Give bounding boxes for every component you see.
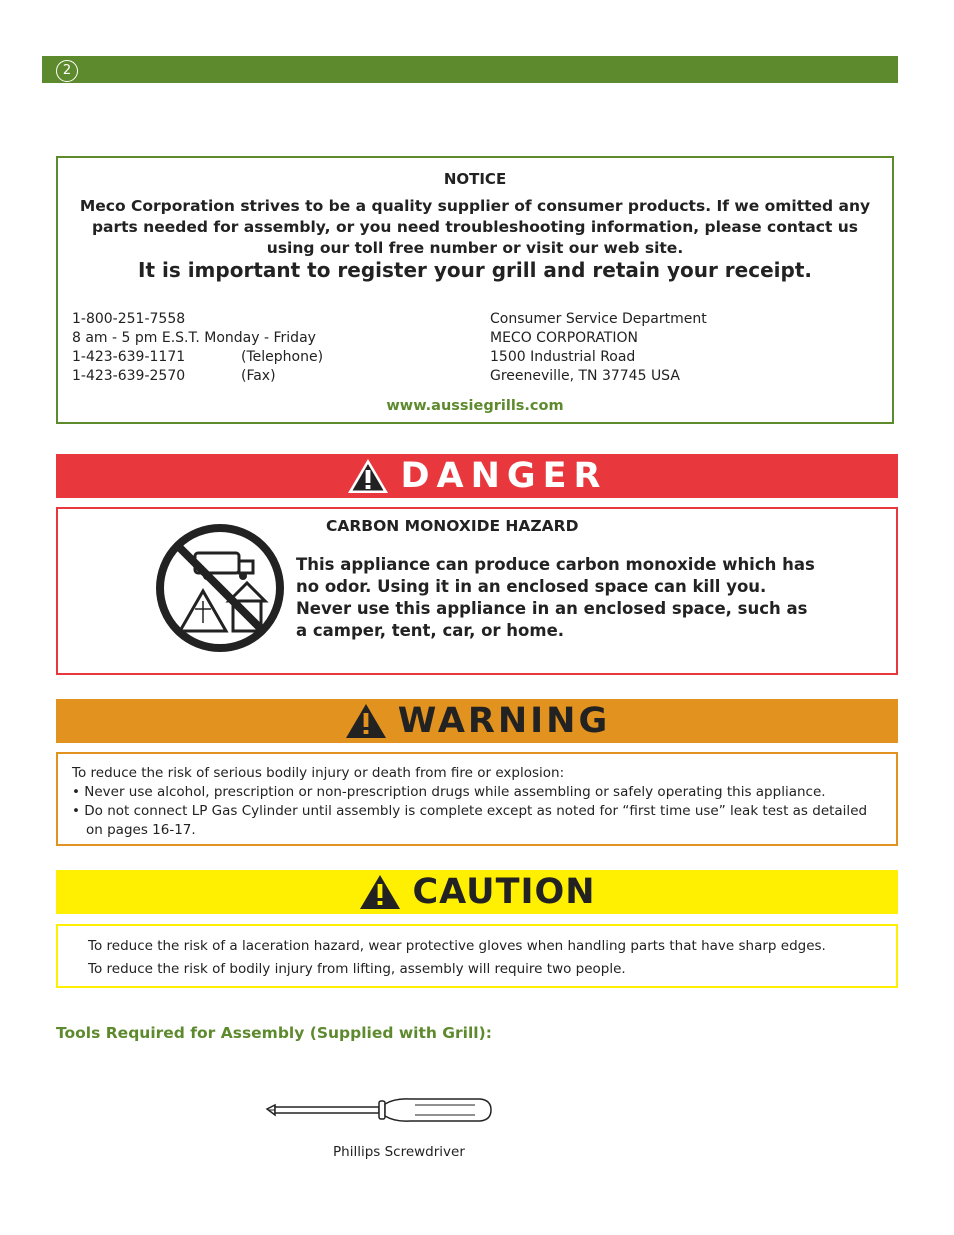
caution-line: To reduce the risk of bodily injury from lifting, assembly will require two people. xyxy=(88,961,626,977)
notice-title: NOTICE xyxy=(443,170,507,188)
warning-triangle-icon xyxy=(358,873,402,911)
contact-phone-block xyxy=(72,310,323,386)
warning-banner xyxy=(56,699,898,743)
caution-label: CAUTION xyxy=(412,872,596,912)
caution-box xyxy=(56,924,898,988)
warning-bullet: • Never use alcohol, prescription or non-prescription drugs while assembling or safely operating this appliance. xyxy=(72,784,826,800)
notice-body: Meco Corporation strives to be a quality supplier of consumer products. If we omitted any parts needed for assembly, or you need troubleshooting information, please contact us using our toll free number or visit our web site. xyxy=(79,197,871,257)
warning-box xyxy=(56,752,898,846)
fax-label: (Fax) xyxy=(241,368,276,384)
telephone-number: 1-423-639-1171 xyxy=(72,349,186,365)
business-hours: 8 am - 5 pm E.S.T. Monday - Friday xyxy=(72,330,316,346)
warning-triangle-icon xyxy=(346,457,390,495)
danger-banner xyxy=(56,454,898,498)
no-enclosed-space-icon xyxy=(155,523,285,653)
warning-triangle-icon xyxy=(344,702,388,740)
register-notice: It is important to register your grill and retain your receipt. xyxy=(138,258,812,282)
caution-banner xyxy=(56,870,898,914)
caution-text xyxy=(88,935,878,981)
header-bar xyxy=(42,56,898,83)
fax-number: 1-423-639-2570 xyxy=(72,368,186,384)
warning-intro: To reduce the risk of serious bodily injury or death from fire or explosion: xyxy=(72,765,565,781)
tools-heading: Tools Required for Assembly (Supplied with Grill): xyxy=(56,1024,492,1042)
city-address: Greeneville, TN 37745 USA xyxy=(490,368,680,384)
website-link[interactable]: www.aussiegrills.com xyxy=(386,398,564,414)
carbon-monoxide-body: This appliance can produce carbon monoxide which has no odor. Using it in an enclosed space can kill you. Never use this appliance in an enclosed space, such as a camper, tent, car, or home. xyxy=(296,555,815,640)
screwdriver-label: Phillips Screwdriver xyxy=(333,1144,465,1160)
warning-label: WARNING xyxy=(397,701,611,741)
contact-address-block xyxy=(490,310,707,386)
danger-box xyxy=(56,507,898,675)
warning-text xyxy=(72,764,882,840)
caution-line: To reduce the risk of a laceration hazard, wear protective gloves when handling parts that have sharp edges. xyxy=(88,938,826,954)
department-name: Consumer Service Department xyxy=(490,311,707,327)
notice-box xyxy=(56,156,894,424)
danger-label: DANGER xyxy=(400,456,608,496)
page-number: 2 xyxy=(56,60,78,82)
telephone-row xyxy=(72,348,323,367)
warning-bullet: • Do not connect LP Gas Cylinder until assembly is complete except as noted for “first time use” leak test as detailed on pages 16-17. xyxy=(72,803,868,838)
company-name: MECO CORPORATION xyxy=(490,330,638,346)
toll-free-number: 1-800-251-7558 xyxy=(72,311,186,327)
telephone-label: (Telephone) xyxy=(241,349,324,365)
street-address: 1500 Industrial Road xyxy=(490,349,636,365)
fax-row xyxy=(72,367,323,386)
carbon-monoxide-title: CARBON MONOXIDE HAZARD xyxy=(326,517,579,535)
phillips-screwdriver-icon xyxy=(265,1094,493,1128)
